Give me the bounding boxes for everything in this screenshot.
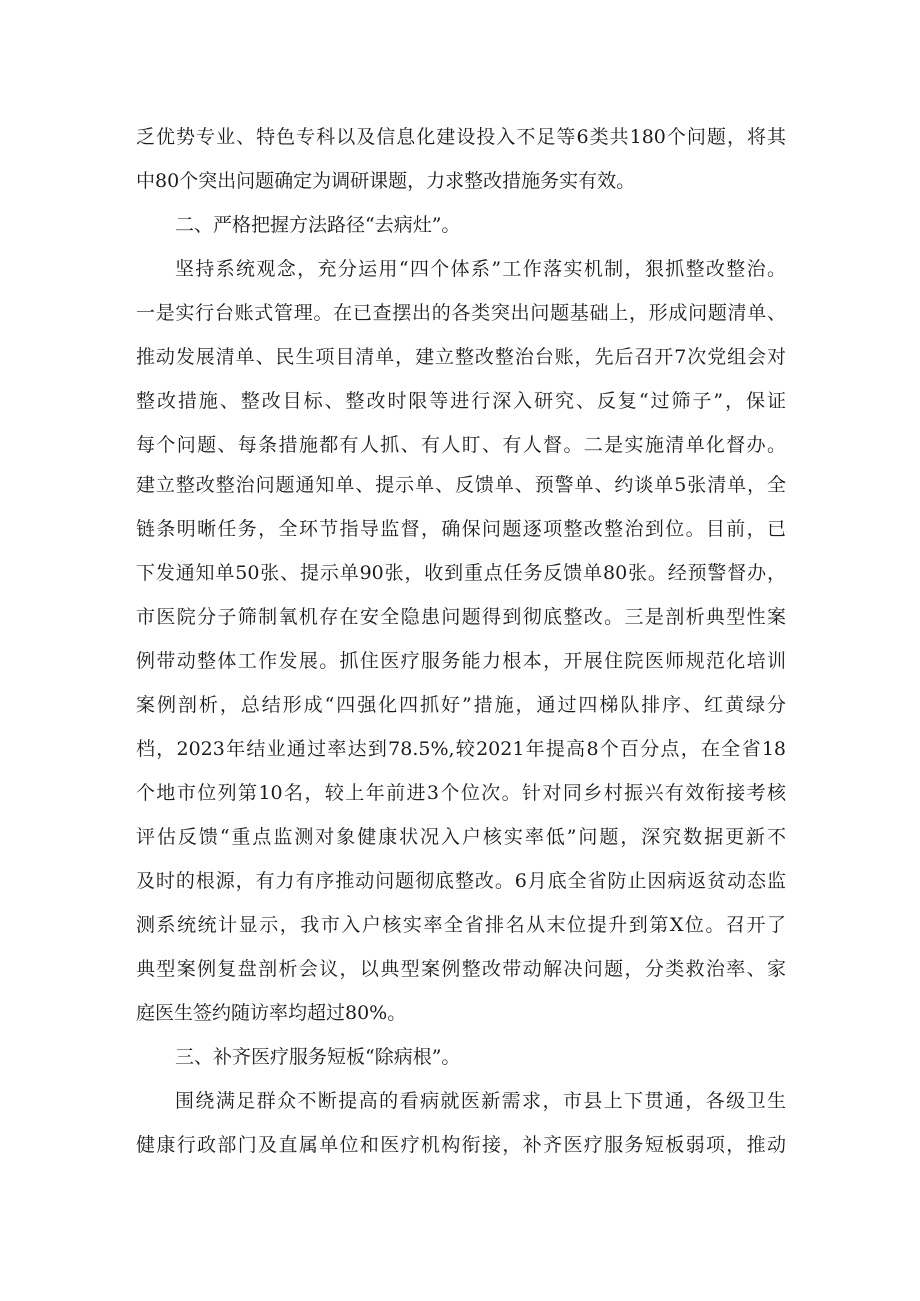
section-heading: 三、补齐医疗服务短板“除病根”。: [175, 1046, 461, 1068]
paragraph-line: 评估反馈“重点监测对象健康状况入户核实率低”问题，深究数据更新不: [136, 826, 786, 848]
paragraph-line: 围绕满足群众不断提高的看病就医新需求，市县上下贯通，各级卫生: [175, 1090, 786, 1112]
paragraph-line: 乏优势专业、特色专科以及信息化建设投入不足等6类共180个问题，将其: [136, 126, 786, 148]
paragraph-line: 测系统统计显示，我市入户核实率全省排名从末位提升到第X位。召开了: [136, 914, 786, 936]
paragraph-line: 市医院分子筛制氧机存在安全隐患问题得到彻底整改。三是剖析典型性案: [136, 606, 786, 628]
paragraph-line: 每个问题、每条措施都有人抓、有人盯、有人督。二是实施清单化督办。: [136, 434, 786, 456]
paragraph-line: 整改措施、整改目标、整改时限等进行深入研究、反复“过筛子”，保证: [136, 390, 786, 412]
paragraph-line: 个地市位列第10名，较上年前进3个位次。针对同乡村振兴有效衔接考核: [136, 782, 786, 804]
paragraph-line: 中80个突出问题确定为调研课题，力求整改措施务实有效。: [136, 170, 636, 192]
paragraph-line: 建立整改整治问题通知单、提示单、反馈单、预警单、约谈单5张清单，全: [136, 474, 786, 496]
paragraph-line: 典型案例复盘剖析会议，以典型案例整改带动解决问题，分类救治率、家: [136, 958, 786, 980]
paragraph-line: 一是实行台账式管理。在已查摆出的各类突出问题基础上，形成问题清单、: [136, 302, 786, 324]
paragraph-line: 链条明晰任务，全环节指导监督，确保问题逐项整改整治到位。目前，已: [136, 518, 786, 540]
paragraph-line: 庭医生签约随访率均超过80%。: [136, 1002, 407, 1024]
section-heading: 二、严格把握方法路径“去病灶”。: [175, 214, 461, 236]
paragraph-line: 及时的根源，有力有序推动问题彻底整改。6月底全省防止因病返贫动态监: [136, 870, 786, 892]
paragraph-line: 案例剖析，总结形成“四强化四抓好”措施，通过四梯队排序、红黄绿分: [136, 694, 786, 716]
paragraph-line: 例带动整体工作发展。抓住医疗服务能力根本，开展住院医师规范化培训: [136, 650, 786, 672]
paragraph-line: 推动发展清单、民生项目清单，建立整改整治台账，先后召开7次党组会对: [136, 346, 786, 368]
paragraph-line: 下发通知单50张、提示单90张，收到重点任务反馈单80张。经预警督办，: [136, 562, 786, 584]
paragraph-line: 坚持系统观念，充分运用“四个体系”工作落实机制，狠抓整改整治。: [175, 258, 786, 280]
paragraph-line: 档，2023年结业通过率达到78.5%,较2021年提高8个百分点，在全省18: [136, 738, 786, 760]
paragraph-line: 健康行政部门及直属单位和医疗机构衔接，补齐医疗服务短板弱项，推动: [136, 1134, 786, 1156]
